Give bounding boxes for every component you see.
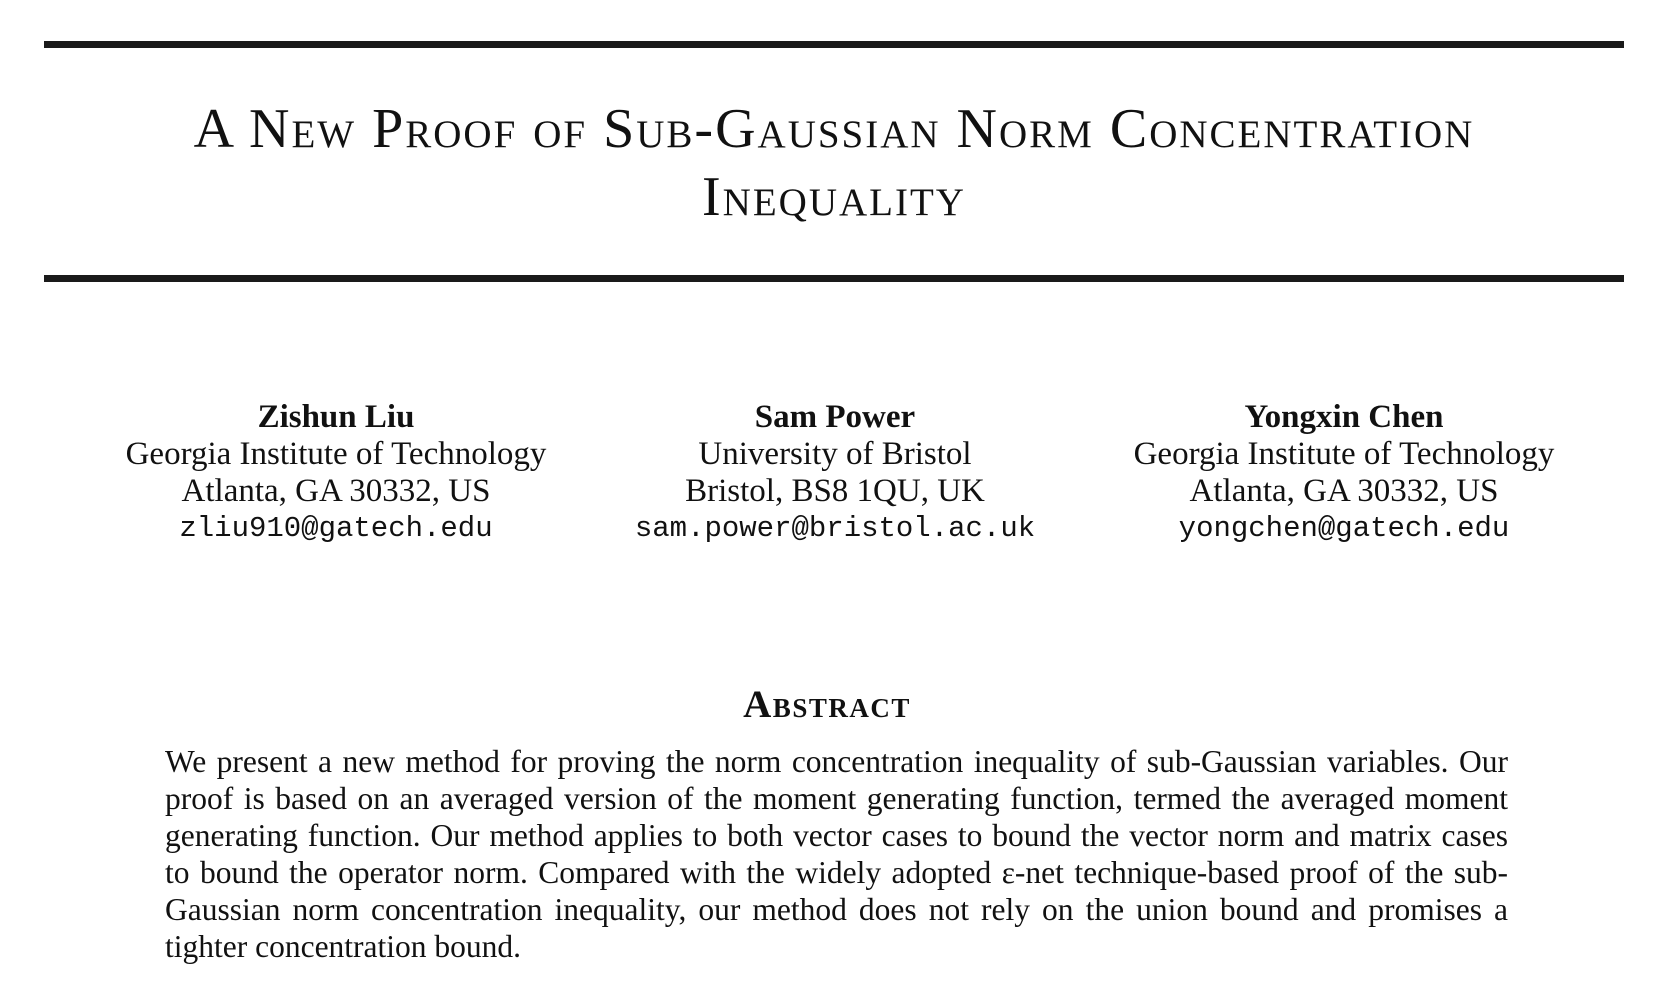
author-location: Bristol, BS8 1QU, UK (685, 473, 985, 509)
author-name: Yongxin Chen (1244, 399, 1444, 435)
title-line-1: A New Proof of Sub-Gaussian Norm Concentration (193, 98, 1475, 160)
author-email: zliu910@gatech.edu (179, 512, 493, 545)
bottom-rule (44, 275, 1624, 282)
author-affiliation: Georgia Institute of Technology (1133, 436, 1555, 472)
author-location: Atlanta, GA 30332, US (1189, 473, 1499, 509)
abstract-body: We present a new method for proving the norm concentration inequality of sub-Gaussian variables. Our proof is based on an averaged version of the moment generating function, termed the averaged moment generating function. Our method applies to both vector cases to bound the vector norm and matrix cases to bound the operator norm. Compared with the widely adopted ε-net technique-based proof of the sub-Gaussian norm concentration inequality, our method does not rely on the union bound and promises a tighter concentration bound. (165, 744, 1508, 964)
author-email: yongchen@gatech.edu (1178, 512, 1510, 545)
author-affiliation: Georgia Institute of Technology (125, 436, 547, 472)
author-name: Zishun Liu (257, 399, 415, 435)
title-line-2: Inequality (702, 166, 966, 228)
author-location: Atlanta, GA 30332, US (181, 473, 491, 509)
paper-title (44, 95, 1624, 231)
abstract-heading: Abstract (743, 683, 911, 726)
top-rule (44, 41, 1624, 48)
author-affiliation: University of Bristol (698, 436, 972, 472)
author-1 (76, 399, 596, 547)
author-3 (1084, 399, 1604, 547)
author-email: sam.power@bristol.ac.uk (634, 512, 1036, 545)
author-name: Sam Power (754, 399, 916, 435)
author-block (0, 399, 1654, 549)
author-2 (575, 399, 1095, 547)
